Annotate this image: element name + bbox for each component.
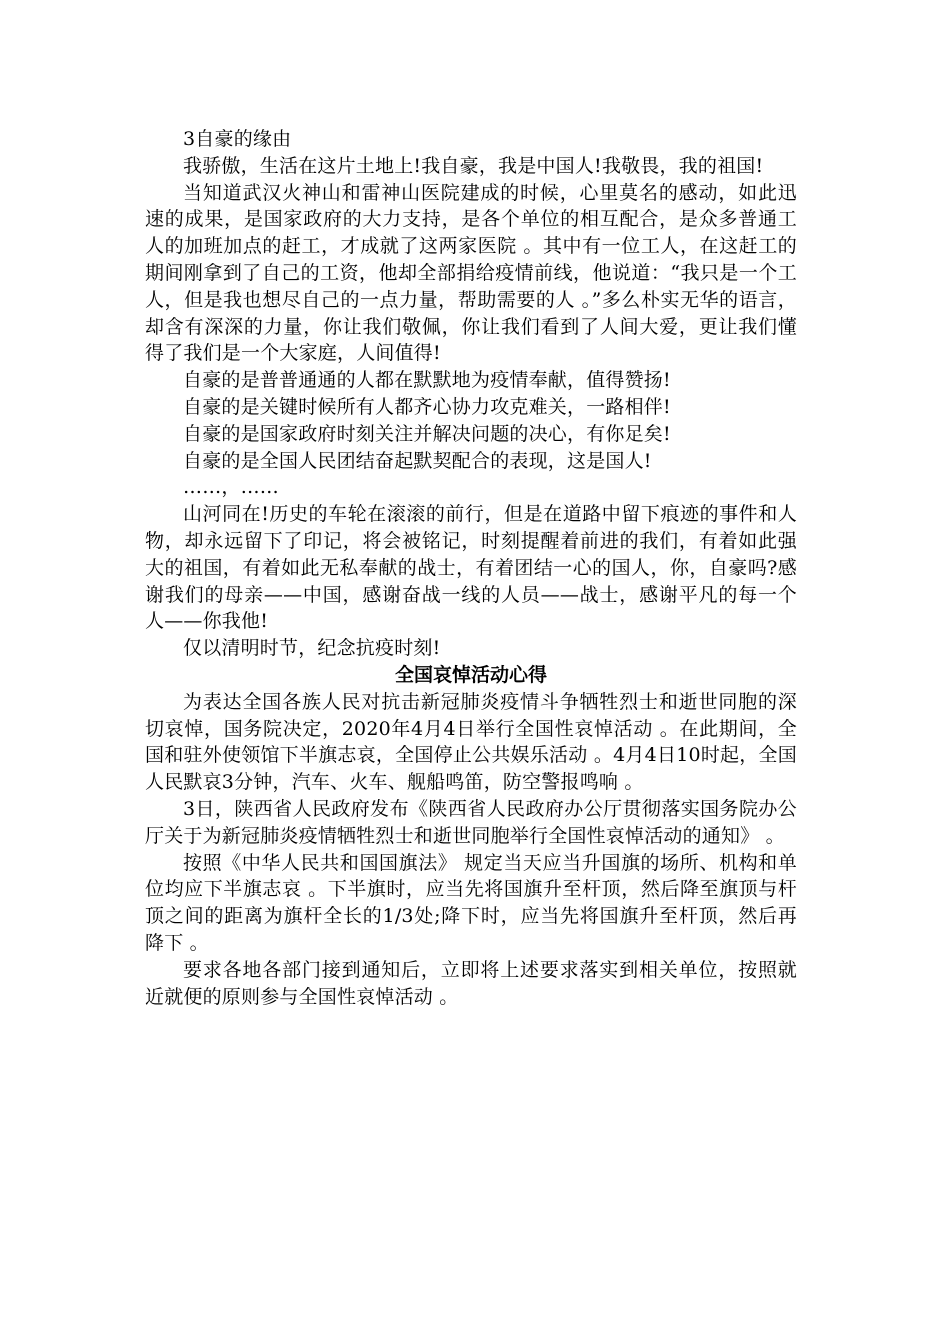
paragraph: 按照《中华人民共和国国旗法》 规定当天应当升国旗的场所、机构和单位均应下半旗志哀 。下半旗时，应当先将国旗升至杆顶，然后降至旗顶与杆顶之间的距离为旗杆全长的1/3处;降下时，应当先将国旗升至杆顶，然后再降下 。 (145, 851, 797, 954)
paragraph: 自豪的是普普通通的人都在默默地为疫情奉献，值得赞扬! (183, 369, 671, 392)
paragraph: 仅以清明时节，纪念抗疫时刻! (183, 637, 441, 660)
ellipsis-line: ……，…… (183, 476, 280, 499)
paragraph: 自豪的是国家政府时刻关注并解决问题的决心，有你足矣! (183, 422, 671, 445)
paragraph: 要求各地各部门接到通知后，立即将上述要求落实到相关单位，按照就近就便的原则参与全国性哀悼活动 。 (145, 958, 797, 1008)
paragraph: 我骄傲，生活在这片土地上!我自豪，我是中国人!我敬畏，我的祖国! (183, 154, 764, 177)
article-title: 全国哀悼活动心得 (394, 663, 547, 686)
paragraph: 自豪的是全国人民团结奋起默契配合的表现，这是国人! (183, 449, 652, 472)
paragraph: 3日，陕西省人民政府发布《陕西省人民政府办公厅贯彻落实国务院办公厅关于为新冠肺炎疫情牺牲烈士和逝世同胞举行全国性哀悼活动的通知》 。 (145, 797, 797, 847)
section-heading: 3自豪的缘由 (183, 128, 292, 150)
paragraph: 自豪的是关键时候所有人都齐心协力攻克难关，一路相伴! (183, 395, 671, 418)
document-page (145, 126, 797, 1010)
paragraph: 当知道武汉火神山和雷神山医院建成的时候，心里莫名的感动，如此迅速的成果，是国家政府的大力支持，是各个单位的相互配合，是众多普通工人的加班加点的赶工，才成就了这两家医院 。其中有一位工人，在这赶工的期间刚拿到了自己的工资，他却全部捐给疫情前线，他说道：“我只是一个工人，但是我也想尽自己的一点力量，帮助需要的人 。”多么朴实无华的语言，却含有深深的力量，你让我们敬佩，你让我们看到了人间大爱，更让我们懂得了我们是一个大家庭，人间值得! (145, 181, 797, 365)
paragraph: 为表达全国各族人民对抗击新冠肺炎疫情斗争牺牲烈士和逝世同胞的深切哀悼，国务院决定，2020年4月4日举行全国性哀悼活动 。在此期间，全国和驻外使领馆下半旗志哀，全国停止公共娱乐活动 。4月4日10时起，全国人民默哀3分钟，汽车、火车、舰船鸣笛，防空警报鸣响 。 (145, 690, 797, 794)
paragraph: 山河同在!历史的车轮在滚滚的前行，但是在道路中留下痕迹的事件和人物，却永远留下了印记，将会被铭记，时刻提醒着前进的我们，有着如此强大的祖国，有着如此无私奉献的战士，有着团结一心的国人，你，自豪吗?感谢我们的母亲——中国，感谢奋战一线的人员——战士，感谢平凡的每一个人——你我他! (145, 503, 797, 633)
